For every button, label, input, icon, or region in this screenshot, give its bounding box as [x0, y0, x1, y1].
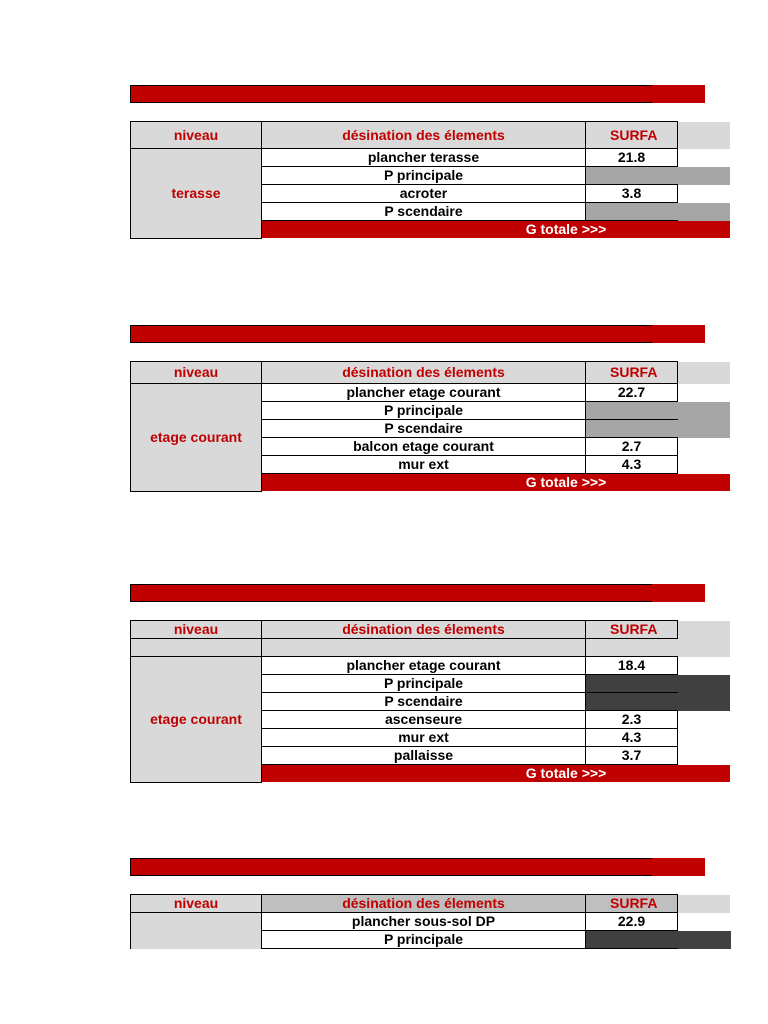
- level-cell: etage courant: [131, 384, 262, 492]
- table-spacer-row: [131, 639, 731, 657]
- surface-cell: 22.7: [586, 384, 678, 402]
- section-title-bar-2: [130, 325, 705, 343]
- header-surface: SURFA: [586, 621, 678, 639]
- table-header-row: [131, 621, 731, 639]
- designation-cell: plancher etage courant: [262, 657, 586, 675]
- header-niveau: niveau: [131, 122, 262, 149]
- surface-cell: [586, 420, 678, 438]
- header-niveau: niveau: [131, 895, 262, 913]
- header-surface: SURFA: [586, 122, 678, 149]
- designation-cell: P scendaire: [262, 203, 586, 221]
- designation-cell: mur ext: [262, 456, 586, 474]
- surface-cell: 3.8: [586, 185, 678, 203]
- designation-cell: P scendaire: [262, 420, 586, 438]
- table-etage-courant-2: [130, 620, 730, 783]
- designation-cell: plancher etage courant: [262, 384, 586, 402]
- table-row: [131, 913, 731, 931]
- header-designation: désination des élements: [262, 895, 586, 913]
- designation-cell: mur ext: [262, 729, 586, 747]
- header-surface: SURFA: [586, 362, 678, 384]
- header-niveau: niveau: [131, 362, 262, 384]
- designation-cell: ascenseure: [262, 711, 586, 729]
- surface-cell: 2.7: [586, 438, 678, 456]
- header-designation: désination des élements: [262, 362, 586, 384]
- level-cell: etage courant: [131, 657, 262, 783]
- surface-cell: 3.7: [586, 747, 678, 765]
- surface-cell: [586, 675, 678, 693]
- table-sous-sol: [130, 894, 731, 949]
- total-label: G totale >>>: [262, 765, 731, 783]
- surface-cell: 18.4: [586, 657, 678, 675]
- surface-cell: 4.3: [586, 729, 678, 747]
- surface-cell: 4.3: [586, 456, 678, 474]
- table-row: [131, 657, 731, 675]
- surface-cell: [586, 402, 678, 420]
- designation-cell: P principale: [262, 167, 586, 185]
- designation-cell: P principale: [262, 675, 586, 693]
- section-title-bar-4: [130, 858, 705, 876]
- surface-cell: [586, 931, 678, 949]
- header-designation: désination des élements: [262, 122, 586, 149]
- designation-cell: P principale: [262, 931, 586, 949]
- designation-cell: balcon etage courant: [262, 438, 586, 456]
- section-title-bar-3: [130, 584, 705, 602]
- surface-cell: [586, 203, 678, 221]
- table-header-row: [131, 362, 731, 384]
- designation-cell: P principale: [262, 402, 586, 420]
- table-header-row: [131, 122, 731, 149]
- surface-cell: [586, 167, 678, 185]
- total-label: G totale >>>: [262, 221, 731, 239]
- surface-cell: 21.8: [586, 149, 678, 167]
- designation-cell: plancher sous-sol DP: [262, 913, 586, 931]
- designation-cell: acroter: [262, 185, 586, 203]
- header-niveau: niveau: [131, 621, 262, 639]
- header-ext: [678, 122, 731, 149]
- header-designation: désination des élements: [262, 621, 586, 639]
- table-terasse: [130, 121, 730, 239]
- designation-cell: P scendaire: [262, 693, 586, 711]
- table-row: [131, 384, 731, 402]
- table-etage-courant-1: [130, 361, 730, 492]
- table-header-row: [131, 895, 731, 913]
- header-surface: SURFA: [586, 895, 678, 913]
- surface-cell: 22.9: [586, 913, 678, 931]
- designation-cell: plancher terasse: [262, 149, 586, 167]
- level-cell: [131, 913, 262, 949]
- surface-cell: [586, 693, 678, 711]
- section-title-bar-1: [130, 85, 705, 103]
- table-row: [131, 149, 731, 167]
- surface-cell: 2.3: [586, 711, 678, 729]
- total-label: G totale >>>: [262, 474, 731, 492]
- level-cell: terasse: [131, 149, 262, 239]
- designation-cell: pallaisse: [262, 747, 586, 765]
